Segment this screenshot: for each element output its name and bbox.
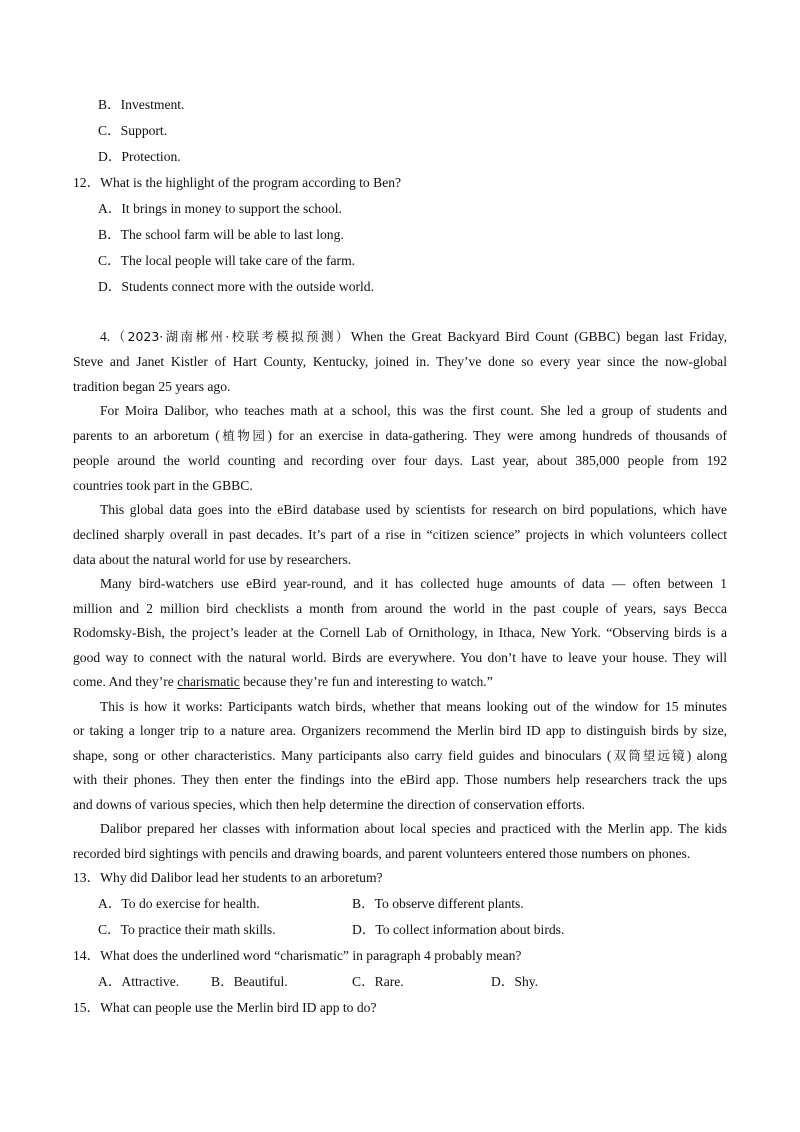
passage-p6-line2: recorded bird sightings with pencils and drawing boards, and parent volunteers entered those numbers on phones. bbox=[73, 846, 691, 861]
passage-text: parents to an arboretum ( bbox=[73, 428, 220, 443]
q11-option-d: D．Protection. bbox=[98, 149, 181, 164]
q14-option-b: B．Beautiful. bbox=[211, 974, 288, 989]
passage-gloss: 植物园 bbox=[219, 428, 268, 443]
passage-text: shape, song or other characteristics. Many participants also carry field guides and binoculars ( bbox=[73, 748, 612, 763]
passage-p5-line3 bbox=[73, 747, 727, 765]
q14-option-a: A．Attractive. bbox=[98, 974, 180, 989]
passage-p2-line3: people around the world counting and recording over four days. Last year, about 385,000 people from 192 bbox=[73, 453, 727, 468]
passage-p1-line2: Steve and Janet Kistler of Hart County, Kentucky, joined in. They’ve done so every year since the now-global bbox=[73, 354, 727, 369]
q13-stem: 13．Why did Dalibor lead her students to an arboretum? bbox=[73, 870, 383, 885]
q14-stem: 14．What does the underlined word “charismatic” in paragraph 4 probably mean? bbox=[73, 948, 522, 963]
passage-p1-line3: tradition began 25 years ago. bbox=[73, 379, 231, 394]
q15-stem: 15．What can people use the Merlin bird ID app to do? bbox=[73, 1000, 377, 1015]
q12-stem: 12．What is the highlight of the program according to Ben? bbox=[73, 175, 402, 190]
passage-p2-line1: For Moira Dalibor, who teaches math at a school, this was the first count. She led a group of students and bbox=[100, 403, 727, 418]
passage-p4-line4: good way to connect with the natural world. Birds are everywhere. You don’t have to leave your house. They will bbox=[73, 650, 727, 665]
passage-p4-line1: Many bird-watchers use eBird year-round, and it has collected huge amounts of data — often between 1 bbox=[100, 576, 727, 591]
passage-p1-line1 bbox=[100, 328, 727, 346]
q12-option-a: A．It brings in money to support the school. bbox=[98, 201, 342, 216]
passage-p6-line1: Dalibor prepared her classes with information about local species and practiced with the Merlin app. The kids bbox=[100, 821, 727, 836]
q14-option-c: C．Rare. bbox=[352, 974, 404, 989]
passage-number: 4. bbox=[100, 329, 111, 344]
underlined-word: charismatic bbox=[177, 674, 240, 689]
passage-text: come. And they’re bbox=[73, 674, 178, 689]
q13-option-c: C．To practice their math skills. bbox=[98, 922, 276, 937]
passage-p5-line4: with their phones. They then enter the findings into the eBird app. Those numbers help researchers track the ups bbox=[73, 772, 727, 787]
q13-option-a: A．To do exercise for health. bbox=[98, 896, 260, 911]
passage-source: （2023·湖南郴州·校联考模拟预测） bbox=[110, 329, 351, 344]
passage-p4-line2: million and 2 million bird checklists a month from around the world in the past couple of years, says Becca bbox=[73, 601, 727, 616]
passage-gloss: 双筒望远镜 bbox=[611, 748, 687, 763]
passage-text: When the Great Backyard Bird Count (GBBC) began last Friday, bbox=[350, 329, 727, 344]
passage-text: ) for an exercise in data-gathering. They were among hundreds of thousands of bbox=[267, 428, 727, 443]
passage-p4-line3: Rodomsky-Bish, the project’s leader at the Cornell Lab of Ornithology, in Ithaca, New York. “Observing birds is a bbox=[73, 625, 727, 640]
passage-p2-line4: countries took part in the GBBC. bbox=[73, 478, 253, 493]
passage-text: because they’re fun and interesting to watch.” bbox=[239, 674, 493, 689]
passage-p3-line1: This global data goes into the eBird database used by scientists for research on bird populations, which have bbox=[100, 502, 727, 517]
q13-option-d: D．To collect information about birds. bbox=[352, 922, 565, 937]
passage-text: ) along bbox=[686, 748, 727, 763]
passage-p2-line2 bbox=[73, 427, 727, 445]
q14-option-d: D．Shy. bbox=[491, 974, 539, 989]
q12-option-b: B．The school farm will be able to last long. bbox=[98, 227, 344, 242]
q12-option-d: D．Students connect more with the outside world. bbox=[98, 279, 374, 294]
passage-p5-line1: This is how it works: Participants watch birds, whether that means looking out of the window for 15 minutes bbox=[100, 699, 727, 714]
passage-p3-line2: declined sharply overall in past decades. It’s part of a rise in “citizen science” projects in which volunteers collect bbox=[73, 527, 727, 542]
passage-p5-line5: and downs of various species, which then help determine the direction of conservation efforts. bbox=[73, 797, 586, 812]
passage-p5-line2: or taking a longer trip to a nature area. Organizers recommend the Merlin bird ID app to distinguish birds by size, bbox=[73, 723, 727, 738]
q11-option-b: B．Investment. bbox=[98, 97, 185, 112]
q13-option-b: B．To observe different plants. bbox=[352, 896, 524, 911]
passage-p4-line5 bbox=[73, 673, 493, 691]
passage-p3-line3: data about the natural world for use by researchers. bbox=[73, 552, 352, 567]
q12-option-c: C．The local people will take care of the farm. bbox=[98, 253, 356, 268]
q11-option-c: C．Support. bbox=[98, 123, 168, 138]
